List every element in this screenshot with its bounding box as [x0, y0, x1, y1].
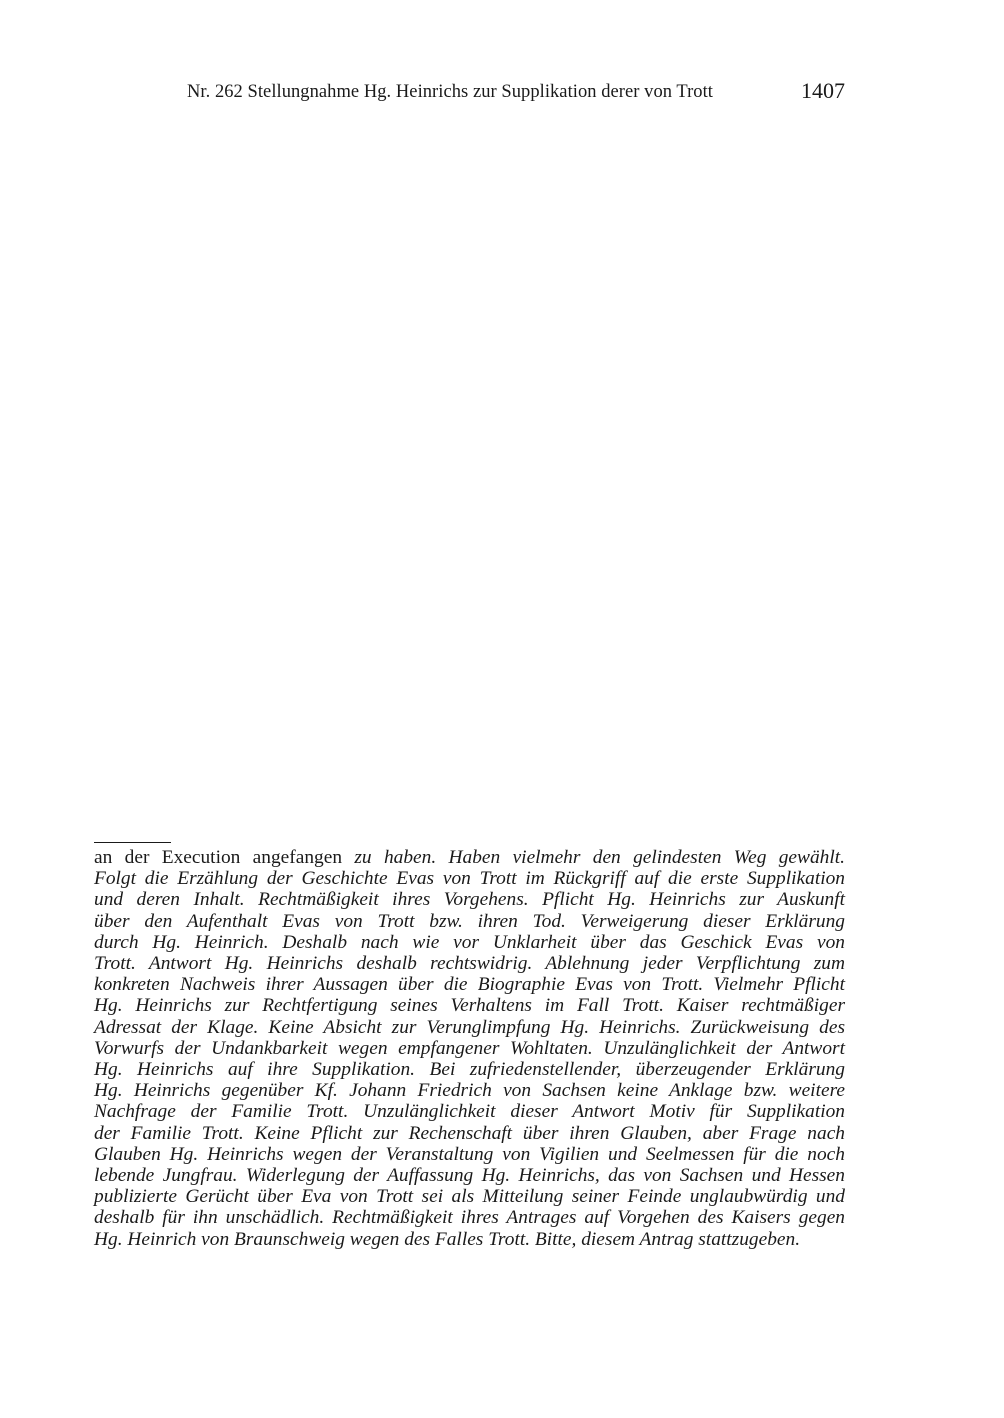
footnote-line: Glauben Hg. Heinrichs wegen der Veranstaltung von Vigilien und Seelmessen für die noch	[94, 1143, 845, 1165]
footnote-line: Hg. Heinrichs auf ihre Supplikation. Bei zufriedenstellender, überzeugender Erklärung	[94, 1059, 845, 1081]
footnote-block	[94, 847, 845, 1250]
footnote-line: Hg. Heinrichs gegenüber Kf. Johann Friedrich von Sachsen keine Anklage bzw. weitere	[94, 1080, 845, 1102]
footnote-line: Hg. Heinrichs zur Rechtfertigung seines Verhaltens im Fall Trott. Kaiser rechtmäßiger	[94, 995, 845, 1017]
footnote-line: und deren Inhalt. Rechtmäßigkeit ihres Vorgehens. Pflicht Hg. Heinrichs zur Auskunft	[94, 889, 845, 911]
footnote-line: Trott. Antwort Hg. Heinrichs deshalb rechtswidrig. Ablehnung jeder Verpflichtung zum	[94, 953, 845, 975]
footnote-line: durch Hg. Heinrich. Deshalb nach wie vor Unklarheit über das Geschick Evas von	[94, 931, 845, 953]
footnote-line-1	[94, 847, 845, 868]
page-number: 1407	[801, 78, 845, 103]
footnote-line: Adressat der Klage. Keine Absicht zur Verunglimpfung Hg. Heinrichs. Zurückweisung des	[94, 1016, 845, 1038]
footnote-line: Vorwurfs der Undankbarkeit wegen empfangener Wohltaten. Unzulänglichkeit der Antwort	[94, 1037, 845, 1059]
footnote-line: Nachfrage der Familie Trott. Unzulänglichkeit dieser Antwort Motiv für Supplikation	[94, 1101, 845, 1123]
footnote-line: der Familie Trott. Keine Pflicht zur Rechenschaft über ihren Glauben, aber Frage nach	[94, 1122, 845, 1144]
footnote-line: Folgt die Erzählung der Geschichte Evas von Trott im Rückgriff auf die erste Supplikation	[94, 868, 845, 890]
running-title: Nr. 262 Stellungnahme Hg. Heinrichs zur Supplikation derer von Trott	[187, 82, 713, 102]
footnote-line: Hg. Heinrich von Braunschweig wegen des Falles Trott. Bitte, diesem Antrag stattzugeben.	[94, 1228, 801, 1250]
footnote-line: publizierte Gerücht über Eva von Trott sei als Mitteilung seiner Feinde unglaubwürdig und	[94, 1186, 845, 1208]
footnote-line: konkreten Nachweis ihrer Aussagen über die Biographie Evas von Trott. Vielmehr Pflicht	[94, 974, 845, 996]
footnote-italic-text: zu haben. Haben vielmehr den gelindesten Weg gewählt.	[354, 847, 845, 868]
running-head	[187, 78, 845, 108]
footnote-line: lebende Jungfrau. Widerlegung der Auffassung Hg. Heinrichs, das von Sachsen und Hessen	[94, 1165, 845, 1187]
footnote-separator-rule	[94, 842, 171, 843]
footnote-upright-text: an der Execution angefangen	[94, 847, 343, 868]
footnote-line: über den Aufenthalt Evas von Trott bzw. ihren Tod. Verweigerung dieser Erklärung	[94, 910, 845, 932]
footnote-line: deshalb für ihn unschädlich. Rechtmäßigkeit ihres Antrages auf Vorgehen des Kaisers gegen	[94, 1207, 845, 1229]
